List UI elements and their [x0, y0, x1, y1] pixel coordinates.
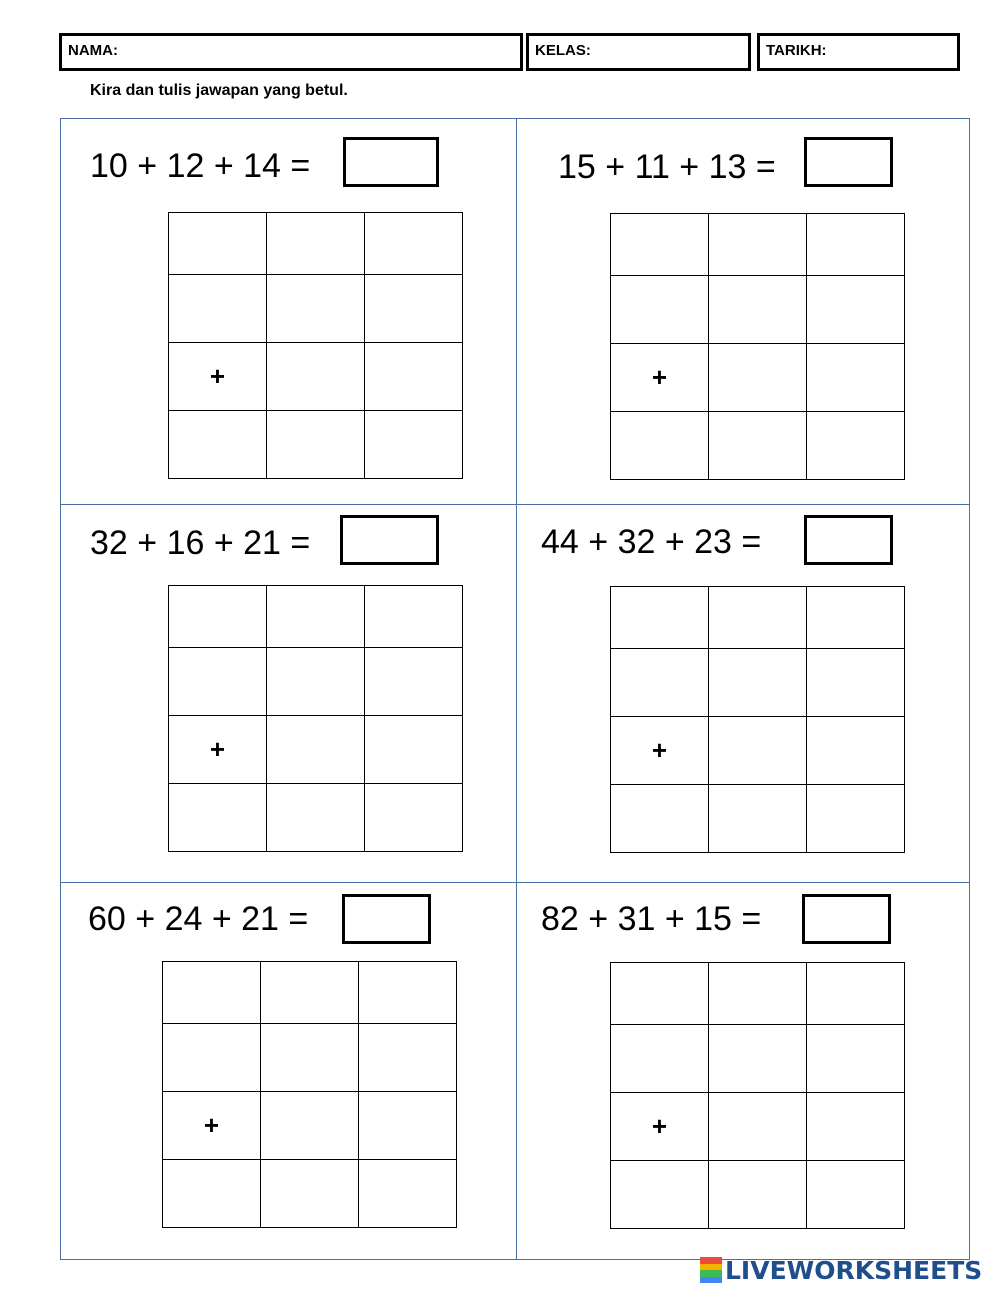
grid-cell[interactable]: [365, 213, 463, 275]
grid-cell[interactable]: [807, 785, 905, 853]
grid-cell[interactable]: [807, 649, 905, 717]
grid-cell[interactable]: [611, 1025, 709, 1093]
grid-cell[interactable]: [365, 586, 463, 648]
equation-text: 32 + 16 + 21 =: [90, 524, 311, 562]
grid-cell[interactable]: [611, 785, 709, 853]
grid-cell[interactable]: [267, 716, 365, 784]
plus-sign: +: [169, 716, 267, 784]
grid-cell[interactable]: [267, 784, 365, 852]
grid-cell[interactable]: [365, 275, 463, 343]
grid-cell[interactable]: [163, 1160, 261, 1228]
equation-text: 60 + 24 + 21 =: [88, 900, 309, 938]
instruction-text: Kira dan tulis jawapan yang betul.: [90, 82, 348, 99]
grid-cell[interactable]: [807, 276, 905, 344]
kelas-label: KELAS:: [535, 42, 591, 59]
answer-box[interactable]: [804, 515, 893, 565]
liveworksheets-logo: [700, 1256, 982, 1284]
liveworksheets-logo-icon: [700, 1257, 722, 1283]
grid-cell[interactable]: [807, 214, 905, 276]
plus-sign: +: [611, 344, 709, 412]
grid-cell[interactable]: [359, 1092, 457, 1160]
grid-cell[interactable]: [169, 586, 267, 648]
grid-cell[interactable]: [807, 1093, 905, 1161]
plus-sign: +: [163, 1092, 261, 1160]
grid-cell[interactable]: [611, 412, 709, 480]
grid-cell[interactable]: [267, 648, 365, 716]
tarikh-label: TARIKH:: [766, 42, 827, 59]
grid-cell[interactable]: [611, 214, 709, 276]
working-grid: [610, 213, 905, 480]
grid-cell[interactable]: [611, 649, 709, 717]
grid-cell[interactable]: [807, 412, 905, 480]
grid-cell[interactable]: [163, 1024, 261, 1092]
grid-cell[interactable]: [169, 213, 267, 275]
nama-field[interactable]: [59, 33, 523, 71]
grid-cell[interactable]: [709, 1093, 807, 1161]
equation-text: 15 + 11 + 13 =: [558, 148, 776, 186]
grid-cell[interactable]: [611, 587, 709, 649]
grid-cell[interactable]: [267, 275, 365, 343]
grid-cell[interactable]: [169, 275, 267, 343]
plus-sign: +: [611, 717, 709, 785]
grid-cell[interactable]: [611, 1161, 709, 1229]
grid-cell[interactable]: [709, 214, 807, 276]
grid-cell[interactable]: [169, 411, 267, 479]
working-grid: [162, 961, 457, 1228]
grid-cell[interactable]: [359, 962, 457, 1024]
answer-box[interactable]: [802, 894, 891, 944]
grid-cell[interactable]: [709, 344, 807, 412]
grid-divider-vertical: [516, 118, 517, 1260]
answer-box[interactable]: [340, 515, 439, 565]
grid-cell[interactable]: [709, 785, 807, 853]
grid-cell[interactable]: [365, 784, 463, 852]
grid-cell[interactable]: [261, 1024, 359, 1092]
tarikh-field[interactable]: [757, 33, 960, 71]
grid-cell[interactable]: [611, 963, 709, 1025]
grid-cell[interactable]: [611, 276, 709, 344]
grid-cell[interactable]: [261, 1092, 359, 1160]
grid-cell[interactable]: [709, 1161, 807, 1229]
equation-text: 10 + 12 + 14 =: [90, 147, 311, 185]
grid-cell[interactable]: [709, 276, 807, 344]
working-grid: [610, 586, 905, 853]
grid-cell[interactable]: [709, 587, 807, 649]
plus-sign: +: [169, 343, 267, 411]
grid-cell[interactable]: [807, 963, 905, 1025]
nama-label: NAMA:: [68, 42, 118, 59]
grid-divider-horizontal-1: [60, 504, 970, 505]
grid-cell[interactable]: [359, 1160, 457, 1228]
grid-cell[interactable]: [267, 411, 365, 479]
grid-cell[interactable]: [267, 586, 365, 648]
grid-cell[interactable]: [169, 784, 267, 852]
grid-cell[interactable]: [365, 648, 463, 716]
answer-box[interactable]: [343, 137, 439, 187]
grid-cell[interactable]: [709, 412, 807, 480]
grid-cell[interactable]: [807, 717, 905, 785]
grid-cell[interactable]: [261, 1160, 359, 1228]
grid-cell[interactable]: [267, 343, 365, 411]
grid-cell[interactable]: [261, 962, 359, 1024]
grid-cell[interactable]: [267, 213, 365, 275]
kelas-field[interactable]: [526, 33, 751, 71]
answer-box[interactable]: [342, 894, 431, 944]
working-grid: [168, 212, 463, 479]
grid-divider-horizontal-2: [60, 882, 970, 883]
equation-text: 82 + 31 + 15 =: [541, 900, 762, 938]
brand-name: LIVEWORKSHEETS: [725, 1255, 983, 1285]
grid-cell[interactable]: [365, 716, 463, 784]
answer-box[interactable]: [804, 137, 893, 187]
grid-cell[interactable]: [169, 648, 267, 716]
grid-cell[interactable]: [365, 411, 463, 479]
grid-cell[interactable]: [807, 587, 905, 649]
grid-cell[interactable]: [709, 717, 807, 785]
working-grid: [610, 962, 905, 1229]
grid-cell[interactable]: [807, 344, 905, 412]
grid-cell[interactable]: [163, 962, 261, 1024]
grid-cell[interactable]: [709, 649, 807, 717]
grid-cell[interactable]: [359, 1024, 457, 1092]
plus-sign: +: [611, 1093, 709, 1161]
equation-text: 44 + 32 + 23 =: [541, 523, 762, 561]
grid-cell[interactable]: [365, 343, 463, 411]
working-grid: [168, 585, 463, 852]
grid-cell[interactable]: [709, 1025, 807, 1093]
grid-cell[interactable]: [807, 1025, 905, 1093]
grid-cell[interactable]: [807, 1161, 905, 1229]
grid-cell[interactable]: [709, 963, 807, 1025]
